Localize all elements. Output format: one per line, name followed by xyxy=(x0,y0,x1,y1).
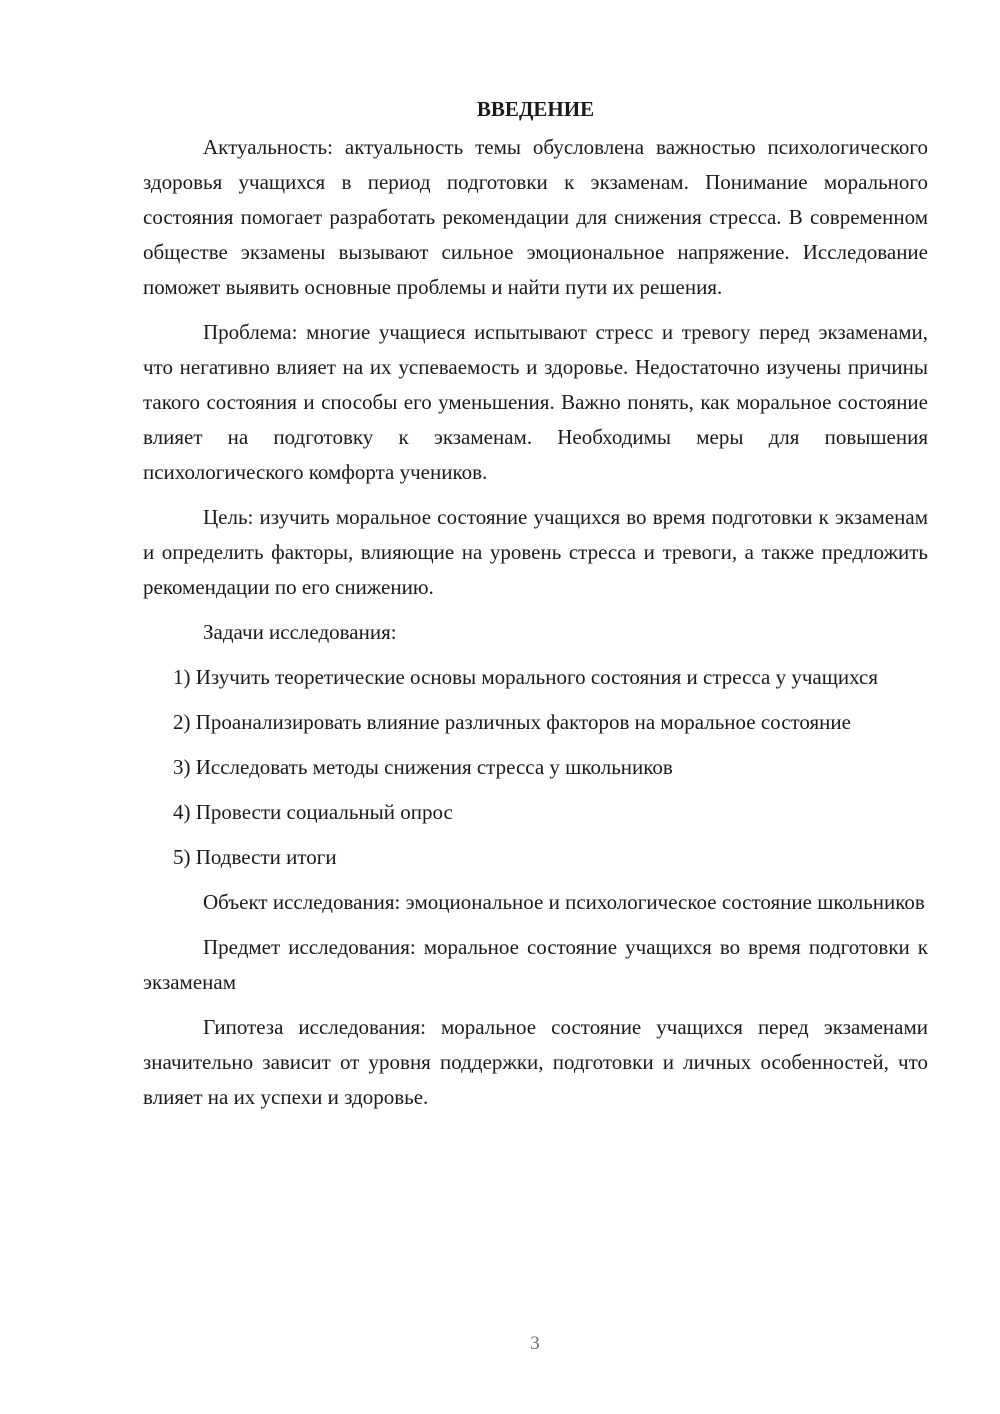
task-item: 2) Проанализировать влияние различных факторов на моральное состояние xyxy=(173,710,851,734)
document-body xyxy=(143,92,928,1125)
paragraph-subject: Предмет исследования: моральное состояние учащихся во время подготовки к экзаменам xyxy=(143,935,928,994)
task-item: 4) Провести социальный опрос xyxy=(173,800,453,824)
paragraph-goal: Цель: изучить моральное состояние учащихся во время подготовки к экзаменам и определить факторы, влияющие на уровень стресса и тревоги, а также предложить рекомендации по его снижению. xyxy=(143,505,928,599)
paragraph-relevance: Актуальность: актуальность темы обусловлена важностью психологического здоровья учащихся в период подготовки к экзаменам. Понимание морального состояния помогает разработать рекомендации для снижения стресса. В современном обществе экзамены вызывают сильное эмоциональное напряжение. Исследование поможет выявить основные проблемы и найти пути их решения. xyxy=(143,135,928,299)
section-heading: ВВЕДЕНИЕ xyxy=(476,97,595,121)
paragraph-problem: Проблема: многие учащиеся испытывают стресс и тревогу перед экзаменами, что негативно влияет на их успеваемость и здоровье. Недостаточно изучены причины такого состояния и способы его уменьшения. Важно понять, как моральное состояние влияет на подготовку к экзаменам. Необходимы меры для повышения психологического комфорта учеников. xyxy=(143,320,928,484)
paragraph-hypothesis: Гипотеза исследования: моральное состояние учащихся перед экзаменами значительно зависит от уровня поддержки, подготовки и личных особенностей, что влияет на их успехи и здоровье. xyxy=(143,1015,928,1109)
task-item: 1) Изучить теоретические основы морального состояния и стресса у учащихся xyxy=(173,665,879,689)
paragraph-object: Объект исследования: эмоциональное и психологическое состояние школьников xyxy=(203,890,925,914)
page-number: 3 xyxy=(530,1333,540,1354)
task-item: 5) Подвести итоги xyxy=(173,845,337,869)
task-item: 3) Исследовать методы снижения стресса у школьников xyxy=(173,755,673,779)
paragraph-tasks-heading: Задачи исследования: xyxy=(203,620,397,644)
